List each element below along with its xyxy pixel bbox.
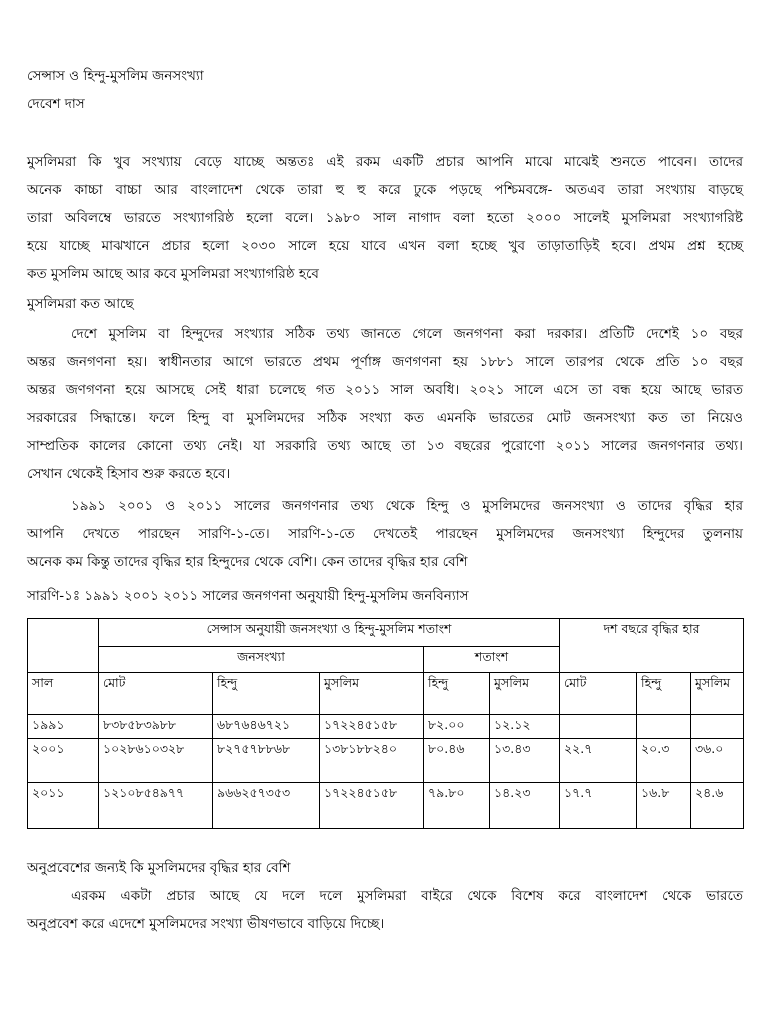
paragraph-line: ১৯৯১ ২০০১ ও ২০১১ সালের জনগণনার তথ্য থেকে হিন্দু ও মুসলিমদের জনসংখ্যা ও তাদের বৃদ্ধির হার (71, 498, 743, 514)
table-cell (560, 715, 637, 739)
table-cell: ৮৩৮৫৮৩৯৮৮ (99, 715, 213, 739)
table-row (28, 783, 744, 829)
table-cell: ২০.৩ (637, 739, 691, 783)
paragraph-line: অনুপ্রবেশ করে এদেশে মুসলিমদের সংখ্যা ভীষণভাবে বাড়িয়ে দিচ্ছে। (27, 916, 385, 932)
table-caption: সারণি-১ঃ ১৯৯১ ২০০১ ২০১১ সালের জনগণনা অনুযায়ী হিন্দু-মুসলিম জনবিন্যাস (27, 588, 469, 604)
table-cell: ১৬.৮ (637, 783, 691, 829)
table-cell: ৮২৭৫৭৮৮৬৮ (213, 739, 320, 783)
paragraph-line: আপনি দেখতে পারছেন সারণি-১-তে। সারণি-১-তে দেখতেই পারছেন মুসলিমদের জনসংখ্যা হিন্দুদের তুলনায় (27, 526, 743, 542)
table-row (28, 715, 744, 739)
column-header: মুসলিম (320, 673, 424, 715)
table-cell: ৮২.০০ (424, 715, 490, 739)
table-group-header-row (28, 619, 744, 647)
table-corner-cell (28, 619, 99, 673)
table-cell: ৮০.৪৬ (424, 739, 490, 783)
census-group-header: সেন্সাস অনুযায়ী জনসংখ্যা ও হিন্দু-মুসলিম শতাংশ (99, 619, 560, 647)
table-column-header-row (28, 673, 744, 715)
intro-line: হয়ে যাচ্ছে মাঝখানে প্রচার হলো ২০৩০ সালে হয়ে যাবে এখন বলা হচ্ছে খুব তাড়াতাড়িই হবে। প্রথম প্রশ্ন হচ্ছে (27, 238, 743, 254)
percent-sub-header: শতাংশ (424, 647, 560, 673)
table-cell: ১৭২২৪৫১৫৮ (320, 783, 424, 829)
column-header: মুসলিম (490, 673, 560, 715)
column-header: হিন্দু (424, 673, 490, 715)
paragraph-line: সরকারের সিদ্ধান্তে। ফলে হিন্দু বা মুসলিমদের সঠিক সংখ্যা কত এমনকি ভারতের মোট জনসংখ্যা কত তা নিয়েও (27, 410, 743, 426)
table-cell (637, 715, 691, 739)
growth-group-header: দশ বছরে বৃদ্ধির হার (560, 619, 744, 673)
paragraph-line: সেখান থেকেই হিসাব শুরু করতে হবে। (27, 466, 231, 482)
section-heading: মুসলিমরা কত আছে (27, 296, 134, 312)
table-cell: ১২.১২ (490, 715, 560, 739)
table-cell: ৭৯.৮০ (424, 783, 490, 829)
table-cell: ১৪.২৩ (490, 783, 560, 829)
population-sub-header: জনসংখ্যা (99, 647, 424, 673)
paragraph-line: অন্তর জনগণনা হয়। স্বাধীনতার আগে ভারতে প্রথম পূর্ণাঙ্গ জণগণনা হয় ১৮৮১ সালে তারপর থেকে প্রতি ১০ বছর (27, 354, 743, 370)
paragraph-line: অন্তর জণগণনা হয়ে আসছে সেই ধারা চলেছে গত ২০১১ সাল অবধি। ২০২১ সালে এসে তা বন্ধ হয়ে আছে ভারত (27, 382, 743, 398)
column-header: সাল (28, 673, 99, 715)
table-cell (691, 715, 744, 739)
paragraph-line: অনেক কম কিন্তু তাদের বৃদ্ধির হার হিন্দুদের থেকে বেশি। কেন তাদের বৃদ্ধির হার বেশি (27, 554, 468, 570)
paragraph-line: সাম্প্রতিক কালের কোনো তথ্য নেই। যা সরকারি তথ্য আছে তা ১৩ বছরের পুরোণো ২০১১ সালের জনগণনার তথ্য। (27, 438, 743, 454)
table-cell: ২০১১ (28, 783, 99, 829)
intro-line: মুসলিমরা কি খুব সংখ্যায় বেড়ে যাচ্ছে অন্ততঃ এই রকম একটি প্রচার আপনি মাঝে মাঝেই শুনতে পাবেন। তাদের (27, 154, 743, 170)
intro-line: তারা অবিলম্বে ভারতে সংখ্যাগরিষ্ঠ হলো বলে। ১৯৮০ সাল নাগাদ বলা হতো ২০০০ সালেই মুসলিমরা সংখ্যাগরিষ্ট (27, 210, 743, 226)
table-cell: ১০২৮৬১০৩২৮ (99, 739, 213, 783)
column-header: হিন্দু (637, 673, 691, 715)
table-cell: ১২১০৮৫৪৯৭৭ (99, 783, 213, 829)
intro-line: কত মুসলিম আছে আর কবে মুসলিমরা সংখ্যাগরিষ্ঠ হবে (27, 266, 319, 282)
table-cell: ১৩.৪৩ (490, 739, 560, 783)
table-cell: ২২.৭ (560, 739, 637, 783)
table-cell: ৩৬.০ (691, 739, 744, 783)
table-cell: ১৭২২৪৫১৫৮ (320, 715, 424, 739)
column-header: মোট (99, 673, 213, 715)
intro-line: অনেক কাচ্চা বাচ্চা আর বাংলাদেশ থেকে তারা হু হু করে ঢুকে পড়ছে পশ্চিমবঙ্গে- অতএব তারা সংখ্যায় বাড়ছে (27, 182, 743, 198)
table-cell: ৯৬৬২৫৭৩৫৩ (213, 783, 320, 829)
document-title: সেন্সাস ও হিন্দু-মুসলিম জনসংখ্যা (27, 68, 204, 84)
author-name: দেবেশ দাস (27, 96, 85, 112)
table-cell: ২৪.৬ (691, 783, 744, 829)
table-cell: ২০০১ (28, 739, 99, 783)
table-cell: ৬৮৭৬৪৬৭২১ (213, 715, 320, 739)
column-header: হিন্দু (213, 673, 320, 715)
paragraph-line: এরকম একটা প্রচার আছে যে দলে দলে মুসলিমরা বাইরে থেকে বিশেষ করে বাংলাদেশ থেকে ভারতে (71, 888, 743, 904)
column-header: মুসলিম (691, 673, 744, 715)
table-cell: ১৩৮১৮৮২৪০ (320, 739, 424, 783)
census-table (27, 618, 744, 829)
column-header: মোট (560, 673, 637, 715)
section-heading: অনুপ্রবেশের জন্যই কি মুসলিমদের বৃদ্ধির হার বেশি (27, 860, 291, 876)
table-cell: ১৯৯১ (28, 715, 99, 739)
table-cell: ১৭.৭ (560, 783, 637, 829)
table-row (28, 739, 744, 783)
paragraph-line: দেশে মুসলিম বা হিন্দুদের সংখ্যার সঠিক তথ্য জানতে গেলে জনগণনা করা দরকার। প্রতিটি দেশেই ১০ বছর (71, 326, 743, 342)
